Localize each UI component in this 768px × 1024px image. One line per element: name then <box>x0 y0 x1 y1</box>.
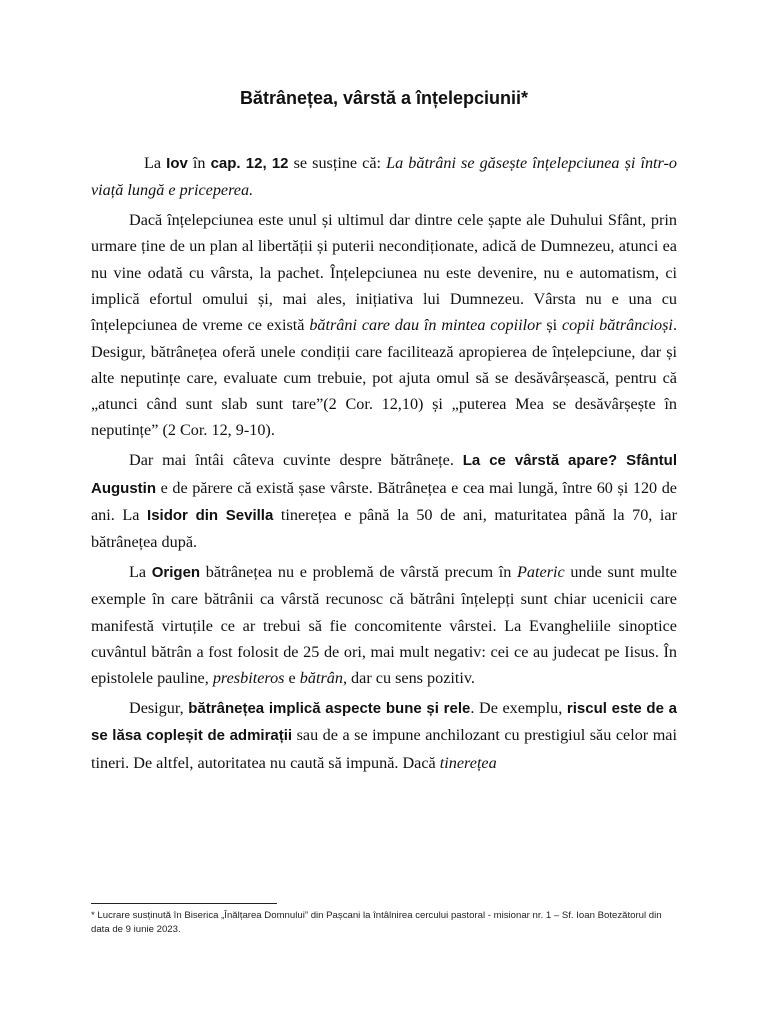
paragraph-4 <box>91 559 677 691</box>
text-run: în <box>187 154 211 172</box>
footnote-separator <box>91 903 277 904</box>
text-run: sau de a se impune anchilozant cu prestigiul său celor mai tineri. De altfel, autoritatea nu caută să impună. Dacă <box>91 726 677 772</box>
italic-run: tinerețea <box>439 753 497 772</box>
text-run: , dar cu sens pozitiv. <box>342 669 475 688</box>
bold-run: Isidor din Sevilla <box>147 506 274 524</box>
text-run: tinerețea e până la 50 de ani, maturitatea până la 70, iar bătrânețea după. <box>91 505 677 552</box>
text-run: se susține că: <box>288 154 387 172</box>
italic-run: copii bătrâncioși <box>561 316 673 335</box>
bold-run: Iov <box>166 155 188 172</box>
paragraph-2 <box>91 207 677 444</box>
italic-run: Pateric <box>517 562 565 581</box>
footnote: * Lucrare susținută în Biserica „Înălțarea Domnului” din Pașcani la întâlnirea cercului pastoral - misionar nr. 1 – Sf. Ioan Botezătorul din data de 9 iunie 2023. <box>91 910 662 935</box>
document-body <box>91 150 677 776</box>
text-run: La <box>144 154 167 172</box>
bold-run: bătrânețea implică aspecte bune și rele <box>188 699 471 717</box>
italic-run: La bătrâni se găsește înțelepciunea și într-o viață lungă e priceperea. <box>91 154 677 200</box>
text-run: e <box>284 669 300 688</box>
text-run: . De exemplu, <box>470 698 567 717</box>
italic-run: bătrân <box>299 669 343 688</box>
italic-run: bătrâni care dau în mintea copiilor <box>309 316 542 335</box>
paragraph-5 <box>91 695 677 776</box>
text-run: Desigur, <box>129 698 189 717</box>
text-run: unde sunt multe exemple în care bătrânii ca vârstă recunosc că bătrâni înțelepți sunt chiar ucenicii care manifestă virtuțile ce ar trebui să fie concomitente vârstei. La Evangheliile sinoptice cuvântul bătrân a fost folosit de 25 de ori, mai mult negativ: cei ce au judecat pe Iisus. În epistolele pauline, <box>91 562 677 688</box>
italic-run: presbiteros <box>212 669 285 688</box>
text-run: bătrânețea nu e problemă de vârstă precum în <box>200 562 518 581</box>
document-title: Bătrânețea, vârstă a înțelepciunii* <box>239 88 529 108</box>
text-run: La <box>129 562 152 581</box>
paragraph-1 <box>91 150 677 204</box>
bold-run: Origen <box>151 563 201 581</box>
paragraph-3 <box>91 447 677 555</box>
bold-run: La ce vârstă apare? Sfântul Augustin <box>91 452 677 497</box>
text-run: Dar mai întâi câteva cuvinte despre bătrânețe. <box>129 451 463 470</box>
text-run: și <box>541 316 562 335</box>
text-run: . Desigur, bătrânețea oferă unele condiții care facilitează apropierea de înțelepciune, dar și alte neputințe care, evaluate cum trebuie, pot ajuta omul să se desăvârșească, pentru că „atunci când sunt slab sunt tare”(2 Cor. 12,10) și „puterea Mea se desăvârșește în neputințe” (2 Cor. 12, 9-10). <box>91 316 677 440</box>
bold-run: cap. 12, 12 <box>210 155 289 172</box>
text-run: e de părere că există șase vârste. Bătrânețea e cea mai lungă, între 60 și 120 de ani. La <box>91 478 677 524</box>
bold-run: riscul este de a se lăsa copleșit de admirații <box>91 699 677 745</box>
text-run: Dacă înțelepciunea este unul și ultimul dar dintre cele șapte ale Duhului Sfânt, prin urmare ține de un plan al libertății și puterii necondiționate, adică de Dumnezeu, atunci ea nu vine odată cu vârsta, la pachet. Înțelepciunea nu este devenire, nu e automatism, ci implică efortul omului și, mai ales, inițiativa lui Dumnezeu. Vârsta nu e una cu înțelepciunea de vreme ce există <box>91 211 677 335</box>
